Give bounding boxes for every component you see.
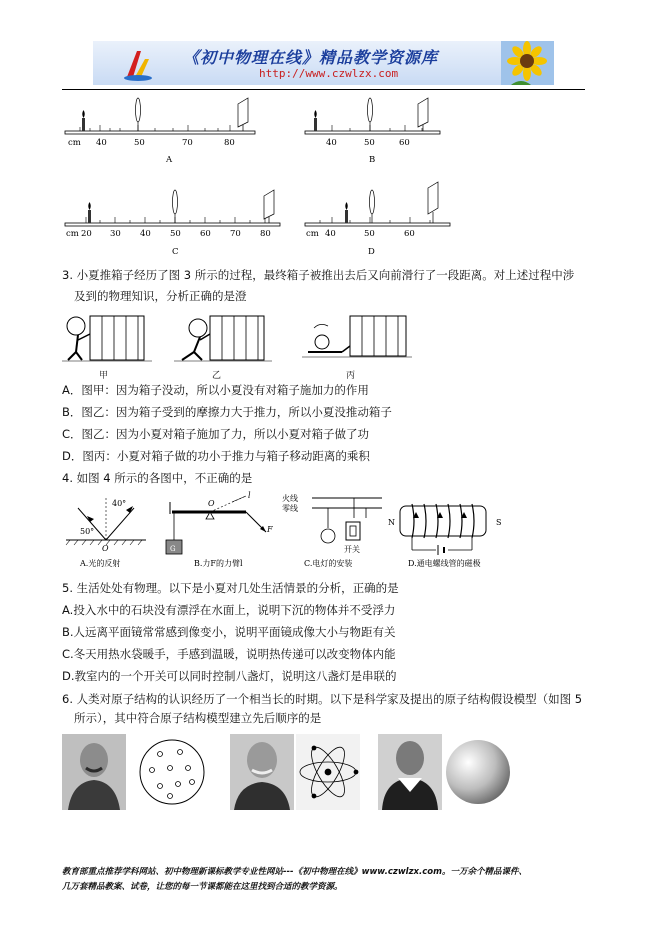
fig-c-tick-2: 30 [110,229,121,239]
fig-c-tick-6: 70 [230,229,241,239]
q4-fig-d-caption: D.通电螺线管的磁极 [408,559,481,568]
fig-d-label: D [368,247,375,257]
q4-fig-d-solenoid [400,504,486,555]
q3-stem-line2: 及到的物理知识，分析正确的是澄 [74,289,247,303]
fig-c-tick-0: cm [66,229,79,239]
lens-figures [60,94,460,259]
q5-option-d: D.教室内的一个开关可以同时控制八盏灯，说明这八盏灯是串联的 [62,669,397,683]
fig-d-tick-3: 60 [404,229,415,239]
lens-figure-c [65,190,280,226]
lens-figure-a [65,98,255,134]
fig-d-tick-2: 50 [364,229,375,239]
fig-b-tick-0: 40 [326,138,337,148]
fig-a-tick-5: 80 [224,138,235,148]
q4-fig-c-circuit [312,498,382,543]
site-logo [121,47,155,81]
q4-fig-c-caption: C.电灯的安装 [304,559,353,568]
q4-fig-a-angle2: 50° [80,527,95,536]
sunflower-image [501,41,554,85]
q3-fig-label-yi: 乙 [212,371,222,381]
q4-fig-a-angle1: 40° [112,499,127,508]
portrait-thomson [62,734,126,810]
plum-pudding-model [140,740,204,804]
q3-option-a: A．图甲：因为箱子没动，所以小夏没有对箱子施加力的作用 [62,383,369,397]
q3-stem-line1: 3. 小夏推箱子经历了图 3 所示的过程，最终箱子被推出去后又向前滑行了一段距离。对上述过程中涉 [62,268,575,282]
fig-a-label: A [166,155,173,165]
q5-stem: 5. 生活处处有物理。以下是小夏对几处生活情景的分析，正确的是 [62,581,399,595]
lens-figure-d [305,182,450,226]
q3-pushing-figures [62,308,422,373]
q4-fig-b-caption: B.力F的力臂l [194,559,243,568]
figure-jia [62,316,152,361]
fig-b-tick-2: 60 [399,138,410,148]
header-banner [93,41,554,85]
q4-fig-b-force: F [267,525,273,534]
header-title: 《初中物理在线》精品教学资源库 [183,48,439,67]
fig-c-tick-1: 20 [81,229,92,239]
footer-line2: 几万套精品教案、试卷，让您的每一节课都能在这里找到合适的教学资源。 [62,882,343,892]
fig-d-tick-1: 40 [325,229,336,239]
q6-stem-line2: 所示），其中符合原子结构模型建立先后顺序的是 [74,711,322,725]
fig-c-tick-4: 50 [170,229,181,239]
fig-c-label: C [172,247,179,257]
q3-option-b: B．图乙：因为箱子受到的摩擦力大于推力，所以小夏没推动箱子 [62,405,392,419]
q4-fig-c-switch: 开关 [344,545,360,554]
footer-line1: 教育部重点推荐学科网站、初中物理新课标教学专业性网站---《初中物理在线》www.czwlzx.com。一万余个精品课件、 [62,867,527,877]
portrait-dalton [378,734,442,810]
q5-option-b: B.人远离平面镜常常感到像变小，说明平面镜成像大小与物距有关 [62,625,396,639]
q4-figures [60,488,530,570]
q4-fig-d-south: S [496,518,502,527]
fig-a-tick-4: 70 [182,138,193,148]
q3-fig-label-jia: 甲 [99,371,109,381]
fig-b-label: B [369,155,376,165]
q4-stem: 4. 如图 4 所示的各图中，不正确的是 [62,471,253,485]
fig-d-tick-0: cm [306,229,319,239]
q4-fig-a-reflection [66,498,146,545]
nuclear-model [296,734,360,810]
q4-fig-b-lever [166,496,266,554]
header-url: http://www.czwlzx.com [259,67,399,80]
q4-fig-c-live: 火线 [282,494,298,503]
fig-c-tick-7: 80 [260,229,271,239]
q4-fig-a-point: O [102,544,109,553]
q4-fig-d-north: N [388,518,395,527]
q5-option-a: A.投入水中的石块没有漂浮在水面上，说明下沉的物体并不受浮力 [62,603,396,617]
figure-bing [302,316,412,357]
lens-figure-b [305,98,440,134]
q3-option-c: C．图乙：因为小夏对箱子施加了力，所以小夏对箱子做了功 [62,427,370,441]
q6-stem-line1: 6. 人类对原子结构的认识经历了一个相当长的时期。以下是科学家及提出的原子结构假设模型（如图 5 [62,692,583,706]
q4-fig-b-weight: G [170,545,176,553]
q4-fig-b-point: O [208,499,215,508]
fig-a-tick-1: 40 [96,138,107,148]
q3-fig-label-bing: 丙 [346,371,356,381]
q3-option-d: D．图丙：小夏对箱子做的功小于推力与箱子移动距离的乘积 [62,449,370,463]
q4-fig-c-neutral: 零线 [282,504,298,513]
solid-sphere-model [446,740,510,804]
fig-a-tick-0: cm [68,138,81,148]
figure-yi [174,316,272,361]
q4-fig-a-caption: A.光的反射 [80,559,121,568]
q6-atom-models [62,732,532,812]
portrait-rutherford [230,734,294,810]
q5-option-c: C.冬天用热水袋暖手，手感到温暖，说明热传递可以改变物体内能 [62,647,396,661]
fig-c-tick-3: 40 [140,229,151,239]
fig-c-tick-5: 60 [200,229,211,239]
header-rule [62,89,585,90]
fig-b-tick-1: 50 [364,138,375,148]
fig-a-tick-2: 50 [134,138,145,148]
q4-fig-b-arm: l [248,491,251,500]
